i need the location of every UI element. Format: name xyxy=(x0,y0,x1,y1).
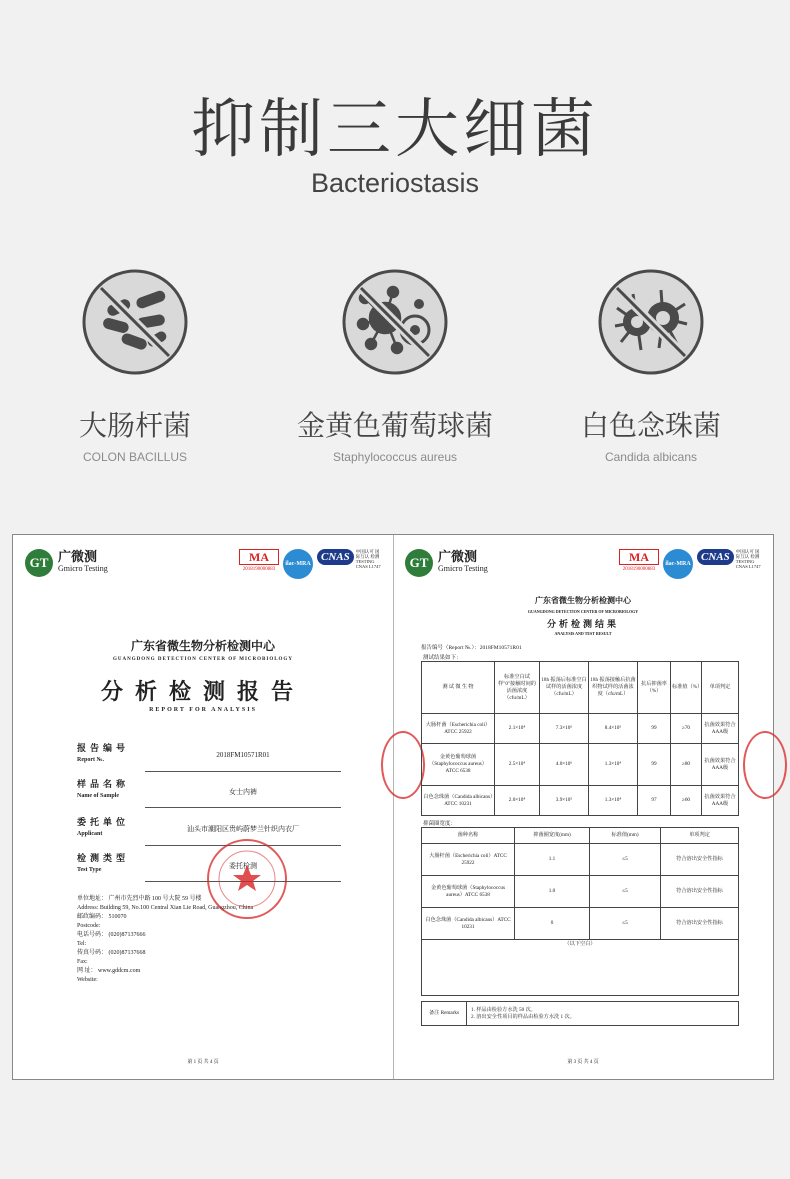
table-cell: 2.0×10⁴ xyxy=(495,786,540,816)
table-header: 单项判定 xyxy=(661,828,739,844)
feature-colon-bacillus xyxy=(35,268,235,464)
table-cell: 3.9×10⁵ xyxy=(540,786,589,816)
address-line: Website: xyxy=(77,977,98,983)
official-seal xyxy=(207,839,287,919)
feature-name-en: Staphylococcus aureus xyxy=(332,450,458,464)
cma-label: MA xyxy=(239,549,279,565)
report-number: 报告编号（Report №.）：2018FM10571R01 xyxy=(421,645,522,651)
table-row xyxy=(422,744,739,786)
address-line: 单位地址： 广州市先烈中路 100 号大院 59 号楼 xyxy=(77,896,202,902)
field-value: 委托检测 xyxy=(229,862,257,870)
report-title-en: REPORT FOR ANALYSIS xyxy=(149,707,257,713)
ilac-mra-badge: ilac-MRA xyxy=(283,549,313,579)
table-cell: 金黄色葡萄球菌（Staphylococcus aureus）ATCC 6538 xyxy=(422,876,515,908)
feature-candida xyxy=(551,268,751,464)
cma-badge xyxy=(619,549,659,572)
table-row xyxy=(422,714,739,744)
feature-name-en: COLON BACILLUS xyxy=(82,450,188,464)
remark-line: 1. 样品由检验方水洗 50 次。 xyxy=(471,1006,536,1013)
remarks-label: 备注 Remarks xyxy=(422,1002,467,1026)
table-cell: ≤5 xyxy=(590,876,661,908)
table-row xyxy=(422,844,739,876)
table-header: 18h 振荡后标准空白试样的活菌浓度（cfu/mL） xyxy=(540,662,589,714)
table-cell: 97 xyxy=(638,786,671,816)
certificate-cover-page xyxy=(13,535,394,1079)
inhibition-zone-table xyxy=(421,827,739,996)
page-subtitle: Bacteriostasis xyxy=(310,168,480,198)
table-cell: 1.3×10⁴ xyxy=(589,786,638,816)
org-name-en: GUANGDONG DETECTION CENTER OF MICROBIOLOGY xyxy=(527,609,639,614)
logo-name-cn: 广微测 xyxy=(438,549,478,564)
table-cell: 白色念珠菌（Candida albicans）ATCC 10231 xyxy=(422,786,495,816)
remark-line: 2. 溶出安全性项目的样品由检验方水洗 1 次。 xyxy=(471,1013,575,1020)
table-header: 标准值（%） xyxy=(671,662,702,714)
blank-note: （以下空白） xyxy=(422,940,739,996)
table-header: 菌种名称 xyxy=(422,828,515,844)
cnas-badge xyxy=(697,549,762,569)
table-cell: 符合溶出安全性指标 xyxy=(661,908,739,940)
table-cell: 符合溶出安全性指标 xyxy=(661,876,739,908)
cnas-label: CNAS xyxy=(697,549,734,565)
address-line: Tel: xyxy=(77,941,87,947)
table-cell: 1.3×10⁴ xyxy=(589,744,638,786)
org-name-cn: 广东省微生物分析检测中心 xyxy=(130,639,275,653)
remarks-table xyxy=(421,1001,739,1026)
table-cell: 2.1×10⁴ xyxy=(495,714,540,744)
section-title-results: 测试结果如下： xyxy=(423,655,462,661)
gmicro-logo-icon: GT xyxy=(405,549,433,577)
field-test-type xyxy=(77,851,129,873)
table-header: 测 试 微 生 物 xyxy=(422,662,495,714)
field-value: 汕头市潮阳区贵屿蔚梦兰针织内衣厂 xyxy=(187,825,299,833)
field-label-en: Name of Sample xyxy=(77,793,119,799)
table-header: 18h 振荡接触后抗菌织物试样的活菌浓度（cfu/mL） xyxy=(589,662,638,714)
table-cell: 99 xyxy=(638,744,671,786)
table-cell: 符合溶出安全性指标 xyxy=(661,844,739,876)
table-cell: 8.4×10⁵ xyxy=(589,714,638,744)
gmicro-logo-icon: GT xyxy=(25,549,53,577)
table-cell: 1.1 xyxy=(515,844,590,876)
field-label: 检测类型 xyxy=(77,853,130,863)
table-cell: 0 xyxy=(515,908,590,940)
table-header-row xyxy=(422,662,739,714)
table-cell: 4.0×10⁶ xyxy=(540,744,589,786)
feature-name-cn: 金黄色葡萄球菌 xyxy=(296,409,493,442)
field-value: 2018FM10571R01 xyxy=(216,751,270,759)
section-title-inhibition: 抑菌圈宽度： xyxy=(423,821,457,827)
table-cell: 大肠杆菌（Escherichia coli）ATCC 25922 xyxy=(422,714,495,744)
table-cell: ≥70 xyxy=(671,714,702,744)
staphylococcus-forbidden-icon xyxy=(341,268,449,376)
report-title: 分析检测报告 xyxy=(100,679,305,704)
result-title-en: ANALYSIS AND TEST RESULT xyxy=(554,631,612,636)
table-header: 抑菌圈宽度(mm) xyxy=(515,828,590,844)
feature-name-en: Candida albicans xyxy=(604,450,698,464)
cnas-badge xyxy=(317,549,382,569)
table-cell: 大肠杆菌（Escherichia coli）ATCC 25922 xyxy=(422,844,515,876)
address-line: 网 址： www.gddcm.com xyxy=(77,968,141,974)
page-title: 抑制三大细菌 xyxy=(191,93,599,167)
table-row xyxy=(422,876,739,908)
table-row-blank xyxy=(422,940,739,996)
org-name-en: GUANGDONG DETECTION CENTER OF MICROBIOLOGY xyxy=(113,657,293,662)
table-cell: ≤5 xyxy=(590,908,661,940)
feature-name-cn: 大肠杆菌 xyxy=(78,409,191,442)
page-footer: 第 3 页 共 4 页 xyxy=(567,1060,599,1065)
field-report-number xyxy=(77,741,129,763)
page-footer: 第 1 页 共 4 页 xyxy=(187,1060,219,1065)
table-cell: ≤5 xyxy=(590,844,661,876)
table-cell: 抗菌效果符合AAA级 xyxy=(702,744,739,786)
table-header-row xyxy=(422,828,739,844)
cma-number: 2018190000883 xyxy=(242,567,276,572)
table-header: 标准值(mm) xyxy=(590,828,661,844)
table-header: 单项判定 xyxy=(702,662,739,714)
field-label-en: Test Type xyxy=(77,867,102,873)
result-title: 分析检测结果 xyxy=(546,619,619,629)
feature-name-cn: 白色念珠菌 xyxy=(580,409,721,442)
table-cell: 1.0 xyxy=(515,876,590,908)
feature-staphylococcus xyxy=(295,268,495,464)
org-name-cn: 广东省微生物分析检测中心 xyxy=(535,596,631,605)
gmicro-logo xyxy=(405,549,488,577)
field-label-en: Applicant xyxy=(77,831,103,837)
table-cell: 白色念珠菌（Candida albicans）ATCC 10231 xyxy=(422,908,515,940)
table-cell: ≥80 xyxy=(671,744,702,786)
table-header: 标准空白试样"0"接触时间的活菌浓度（cfu/mL） xyxy=(495,662,540,714)
logo-name-en: Gmicro Testing xyxy=(58,564,108,573)
field-label: 委托单位 xyxy=(77,817,130,827)
address-line: 电话号码： (020)87137666 xyxy=(77,932,146,938)
candida-forbidden-icon xyxy=(597,268,705,376)
address-line: Address: Building 59, No.100 Central Xian Lie Road, Guangzhou, China xyxy=(77,905,254,911)
address-line: 传真号码： (020)87137668 xyxy=(77,950,146,956)
field-applicant xyxy=(77,815,129,837)
field-value: 女士内裤 xyxy=(229,788,257,796)
table-header: 抗后抑菌率（%） xyxy=(638,662,671,714)
table-cell: 抗菌效果符合AAA级 xyxy=(702,714,739,744)
ilac-mra-badge: ilac-MRA xyxy=(663,549,693,579)
table-cell: 99 xyxy=(638,714,671,744)
gmicro-logo xyxy=(25,549,108,577)
antibacterial-table xyxy=(421,661,739,816)
field-label-en: Report №. xyxy=(77,757,105,763)
address-line: Fax: xyxy=(77,959,88,965)
accreditation-badges xyxy=(619,549,762,579)
seam-seal-right xyxy=(743,731,787,799)
field-sample-name xyxy=(77,777,129,799)
cma-label: MA xyxy=(619,549,659,565)
cnas-side-text: 中国认可 国际互认 检测 TESTING CNAS L1747 xyxy=(735,549,761,569)
field-label: 样品名称 xyxy=(77,779,130,789)
logo-name-en: Gmicro Testing xyxy=(438,564,488,573)
table-cell: 7.3×10⁶ xyxy=(540,714,589,744)
table-cell: ≥60 xyxy=(671,786,702,816)
table-cell: 抗菌效果符合AAA级 xyxy=(702,786,739,816)
table-row xyxy=(422,786,739,816)
logo-name-cn: 广微测 xyxy=(58,549,98,564)
certificate-spread xyxy=(12,534,774,1080)
address-line: Postcode: xyxy=(77,923,101,929)
cma-number: 2018190000883 xyxy=(622,567,656,572)
cnas-label: CNAS xyxy=(317,549,354,565)
bacillus-forbidden-icon xyxy=(81,268,189,376)
table-row xyxy=(422,908,739,940)
table-cell: 2.5×10⁴ xyxy=(495,744,540,786)
field-label: 报告编号 xyxy=(77,743,130,753)
cma-badge xyxy=(239,549,279,572)
address-line: 邮政编码： 510070 xyxy=(77,914,127,920)
accreditation-badges xyxy=(239,549,382,579)
table-cell: 金黄色葡萄球菌（Staphylococcus aureus）ATCC 6538 xyxy=(422,744,495,786)
cnas-side-text: 中国认可 国际互认 检测 TESTING CNAS L1747 xyxy=(355,549,381,569)
certificate-results-page xyxy=(393,535,773,1079)
